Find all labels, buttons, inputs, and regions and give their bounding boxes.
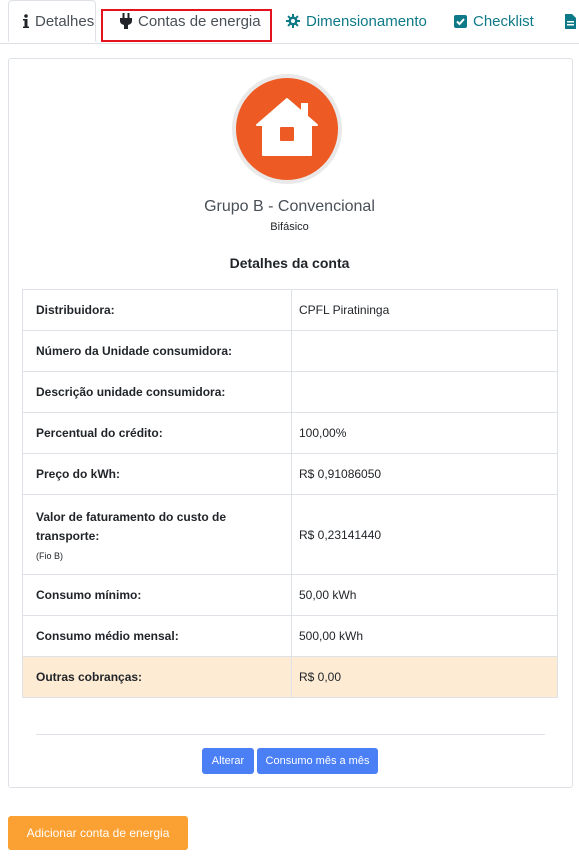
row-label: Percentual do crédito:: [23, 413, 292, 454]
group-title: Grupo B - Convencional: [204, 198, 375, 215]
tab-document[interactable]: [565, 0, 576, 42]
file-invoice-icon: [565, 14, 576, 29]
gear-icon: [286, 14, 300, 28]
table-row: [23, 372, 558, 413]
tab-checklist-label: Checklist: [473, 12, 534, 30]
avatar: [232, 74, 342, 184]
tab-checklist[interactable]: [454, 0, 534, 42]
tab-detalhes-label: Detalhes: [35, 12, 95, 30]
alterar-button[interactable]: Alterar: [202, 748, 254, 774]
row-label: Consumo mínimo:: [23, 575, 292, 616]
row-note: (Fio B): [36, 551, 63, 561]
highlight-box: [101, 9, 272, 42]
row-value: 500,00 kWh: [292, 616, 558, 657]
account-details-table: [22, 289, 558, 698]
tab-contas-label: Contas de energia: [138, 12, 261, 30]
house-icon: [255, 97, 319, 162]
row-label: Descrição unidade consumidora:: [23, 372, 292, 413]
section-title: Detalhes da conta: [229, 255, 350, 271]
row-value: [292, 331, 558, 372]
group-subtitle: Bifásico: [270, 221, 309, 233]
row-value: R$ 0,23141440: [292, 495, 558, 575]
row-label: Preço do kWh:: [23, 454, 292, 495]
divider: [36, 734, 545, 735]
row-value: CPFL Piratininga: [292, 290, 558, 331]
row-value: R$ 0,91086050: [292, 454, 558, 495]
consumo-mes-a-mes-button[interactable]: Consumo mês a mês: [257, 748, 378, 774]
info-icon: [23, 14, 29, 28]
row-value: R$ 0,00: [292, 657, 558, 698]
row-value: 50,00 kWh: [292, 575, 558, 616]
table-row: [23, 290, 558, 331]
row-label: Valor de faturamento do custo de transporte:: [36, 510, 227, 543]
add-energy-account-button[interactable]: Adicionar conta de energia: [8, 816, 188, 850]
row-label-cell: [23, 495, 292, 575]
row-value: 100,00%: [292, 413, 558, 454]
row-value: [292, 372, 558, 413]
table-row: [23, 575, 558, 616]
table-row: [23, 454, 558, 495]
tab-bar: [0, 0, 579, 44]
tab-dimensionamento[interactable]: [286, 0, 427, 42]
table-row: [23, 616, 558, 657]
row-label: Consumo médio mensal:: [23, 616, 292, 657]
table-row-highlighted: [23, 657, 558, 698]
table-row: [23, 331, 558, 372]
checkbox-check-icon: [454, 15, 467, 28]
row-label: Número da Unidade consumidora:: [23, 331, 292, 372]
row-label: Distribuidora:: [23, 290, 292, 331]
tab-detalhes[interactable]: [8, 0, 96, 42]
table-row: [23, 413, 558, 454]
row-label: Outras cobranças:: [23, 657, 292, 698]
table-row: [23, 495, 558, 575]
tab-dimensionamento-label: Dimensionamento: [306, 12, 427, 30]
